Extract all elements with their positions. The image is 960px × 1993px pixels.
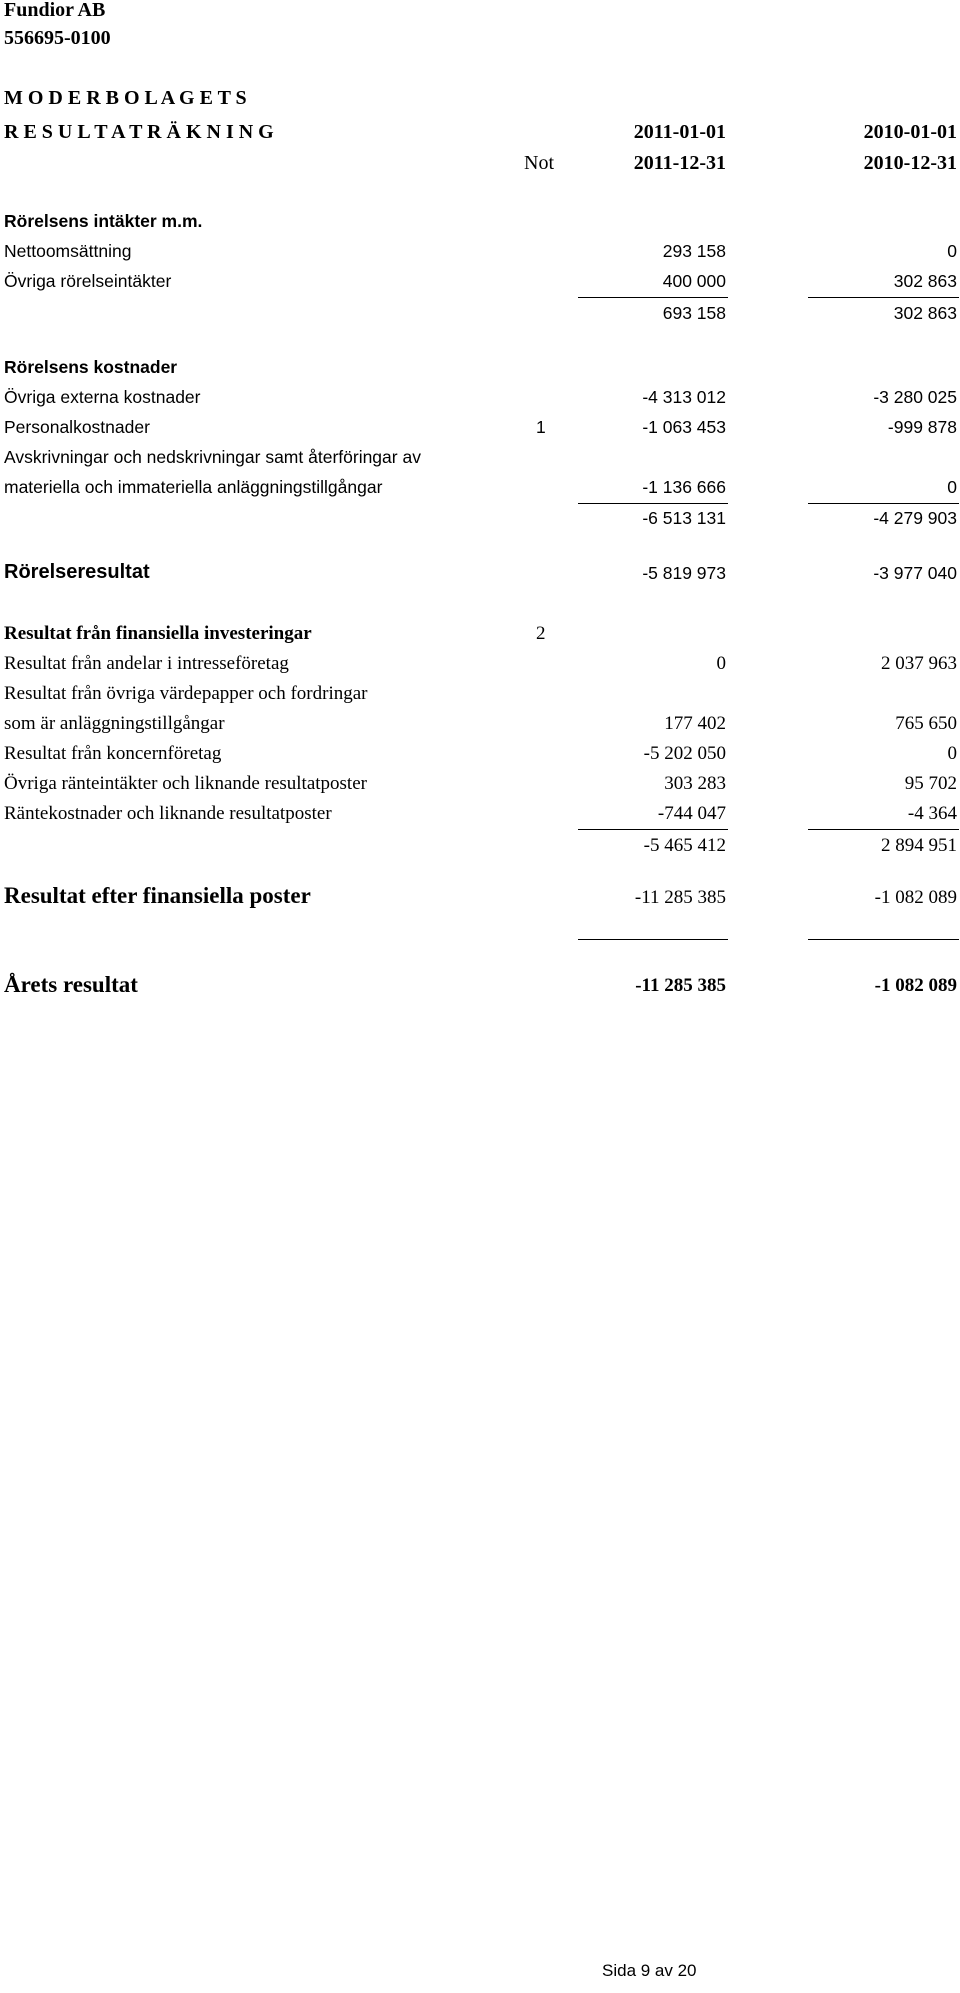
section-note: 2: [536, 623, 546, 644]
arets-resultat-2010: -1 082 089: [874, 975, 957, 996]
row-value-2010: 0: [947, 743, 957, 764]
row-label: Räntekostnader och liknande resultatposter: [4, 803, 332, 824]
org-number: 556695-0100: [4, 27, 111, 49]
efter-finansiella-label: Resultat efter finansiella poster: [4, 883, 311, 908]
period2-start: 2010-01-01: [863, 121, 957, 143]
row-label: Övriga ränteintäkter och liknande resultatposter: [4, 773, 367, 794]
subtotal-2011: -5 465 412: [643, 835, 726, 856]
row-label: Resultat från andelar i intresseföretag: [4, 653, 289, 674]
row-label: Nettoomsättning: [4, 241, 132, 261]
row-value-2011: -1 136 666: [642, 477, 726, 497]
row-label: som är anläggningstillgångar: [4, 713, 225, 734]
subtotal-rule-2010: [808, 829, 959, 830]
row-value-2010: 0: [947, 241, 957, 261]
title-line2: R E S U L T A T R Ä K N I N G: [4, 121, 274, 143]
page-number: Sida 9 av 20: [602, 1961, 697, 1980]
row-label: Resultat från koncernföretag: [4, 743, 222, 764]
row-value-2011: -4 313 012: [642, 387, 726, 407]
efter-finansiella-2010: -1 082 089: [874, 887, 957, 908]
row-label: Övriga externa kostnader: [4, 387, 201, 407]
arets-resultat-label: Årets resultat: [4, 972, 138, 997]
title-line1: M O D E R B O L A G E T S: [4, 87, 247, 109]
row-label: Avskrivningar och nedskrivningar samt återföringar av: [4, 447, 421, 467]
efter-finansiella-2011: -11 285 385: [634, 887, 726, 908]
subtotal-rule-2011: [578, 829, 728, 830]
rorelseresultat-label: Rörelseresultat: [4, 561, 150, 583]
row-value-2011: 0: [716, 653, 726, 674]
row-label: Resultat från övriga värdepapper och fordringar: [4, 683, 368, 704]
company-name: Fundior AB: [4, 0, 106, 21]
period1-start: 2011-01-01: [633, 121, 726, 143]
row-value-2010: -3 280 025: [873, 387, 957, 407]
row-value-2010: 95 702: [904, 773, 957, 794]
subtotal-rule-2011: [578, 297, 728, 298]
subtotal-2010: 2 894 951: [881, 835, 957, 856]
period1-end: 2011-12-31: [633, 152, 726, 174]
row-value-2011: -5 202 050: [643, 743, 726, 764]
row-value-2011: 293 158: [662, 241, 726, 261]
row-value-2011: 400 000: [662, 271, 726, 291]
subtotal-rule-2010: [808, 297, 959, 298]
row-value-2010: -999 878: [887, 417, 957, 437]
period2-end: 2010-12-31: [863, 152, 957, 174]
subtotal-2010: -4 279 903: [873, 508, 957, 528]
subtotal-2011: -6 513 131: [642, 508, 726, 528]
row-value-2010: 2 037 963: [881, 653, 957, 674]
row-label: Personalkostnader: [4, 417, 150, 437]
note-column-header: Not: [524, 152, 554, 174]
row-value-2010: 765 650: [895, 713, 957, 734]
row-value-2011: -1 063 453: [642, 417, 726, 437]
row-value-2010: 0: [947, 477, 957, 497]
section-heading-finansiella: Resultat från finansiella investeringar: [4, 623, 312, 644]
row-value-2010: 302 863: [893, 271, 957, 291]
subtotal-rule-2011: [578, 503, 728, 504]
arets-resultat-2011: -11 285 385: [635, 975, 726, 996]
section-heading-kostnader: Rörelsens kostnader: [4, 357, 178, 377]
section-heading-intakter: Rörelsens intäkter m.m.: [4, 211, 203, 231]
row-note: 1: [536, 417, 546, 437]
result-rule-2010: [808, 939, 959, 940]
row-label: Övriga rörelseintäkter: [4, 271, 172, 291]
row-value-2011: -744 047: [657, 803, 726, 824]
subtotal-rule-2010: [808, 503, 959, 504]
rorelseresultat-2011: -5 819 973: [642, 563, 726, 583]
row-value-2011: 303 283: [664, 773, 726, 794]
subtotal-2011: 693 158: [662, 303, 726, 323]
subtotal-2010: 302 863: [893, 303, 957, 323]
rorelseresultat-2010: -3 977 040: [873, 563, 957, 583]
row-value-2011: 177 402: [664, 713, 726, 734]
row-label: materiella och immateriella anläggningstillgångar: [4, 477, 383, 497]
result-rule-2011: [578, 939, 728, 940]
row-value-2010: -4 364: [907, 803, 957, 824]
